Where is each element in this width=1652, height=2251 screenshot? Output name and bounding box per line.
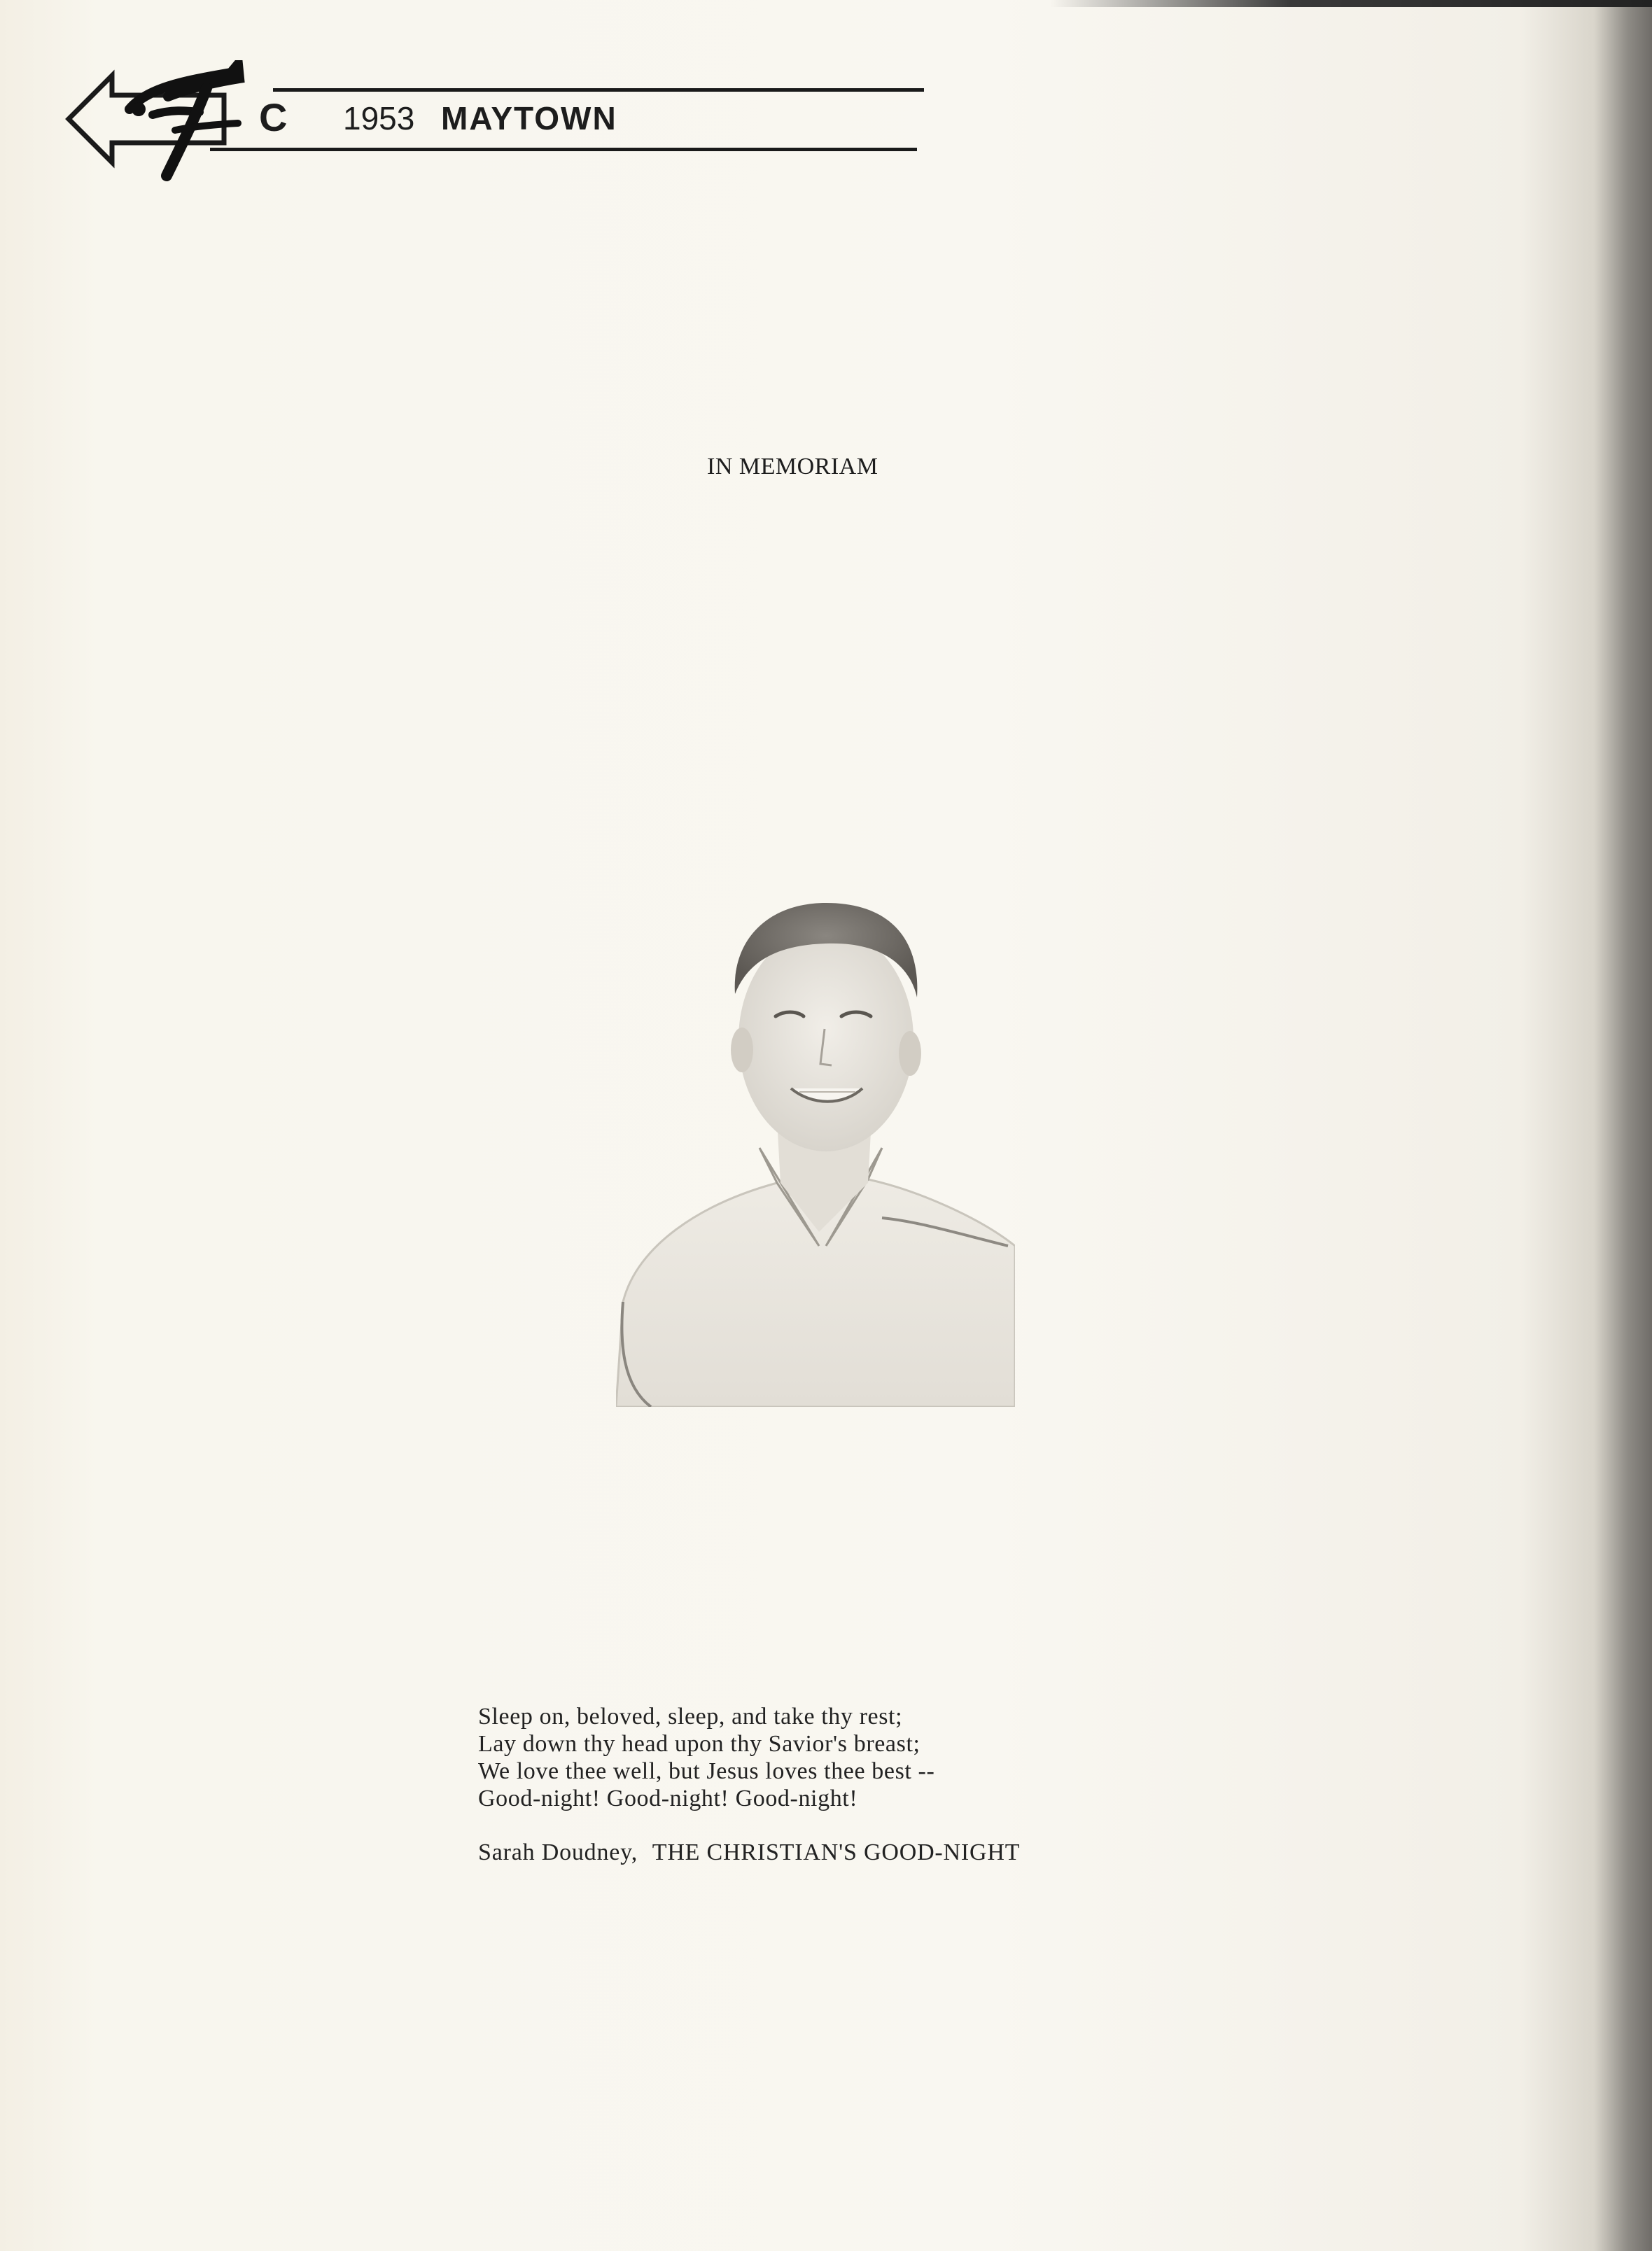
attribution-work: THE CHRISTIAN'S GOOD-NIGHT [652, 1839, 1021, 1865]
header-title: MAYTOWN [441, 100, 617, 136]
header-logo-letter: C [259, 95, 288, 139]
memorial-portrait [616, 854, 1015, 1407]
poem-line: Good-night! Good-night! Good-night! [478, 1786, 858, 1811]
scan-edge [1050, 0, 1652, 7]
memorial-poem [478, 1703, 1178, 1812]
header-rule-top [273, 88, 924, 92]
header-year: 1953 [343, 100, 415, 136]
header-rule-bottom [210, 148, 917, 151]
page-heading: IN MEMORIAM [707, 454, 878, 479]
poem-line: We love thee well, but Jesus loves thee best -- [478, 1758, 935, 1784]
poem-attribution [478, 1839, 1020, 1866]
attribution-author: Sarah Doudney, [478, 1839, 638, 1865]
page-header [63, 60, 875, 186]
arrow-logo-icon [63, 60, 273, 186]
poem-line: Lay down thy head upon thy Savior's breast; [478, 1731, 920, 1757]
poem-line: Sleep on, beloved, sleep, and take thy rest; [478, 1704, 903, 1730]
